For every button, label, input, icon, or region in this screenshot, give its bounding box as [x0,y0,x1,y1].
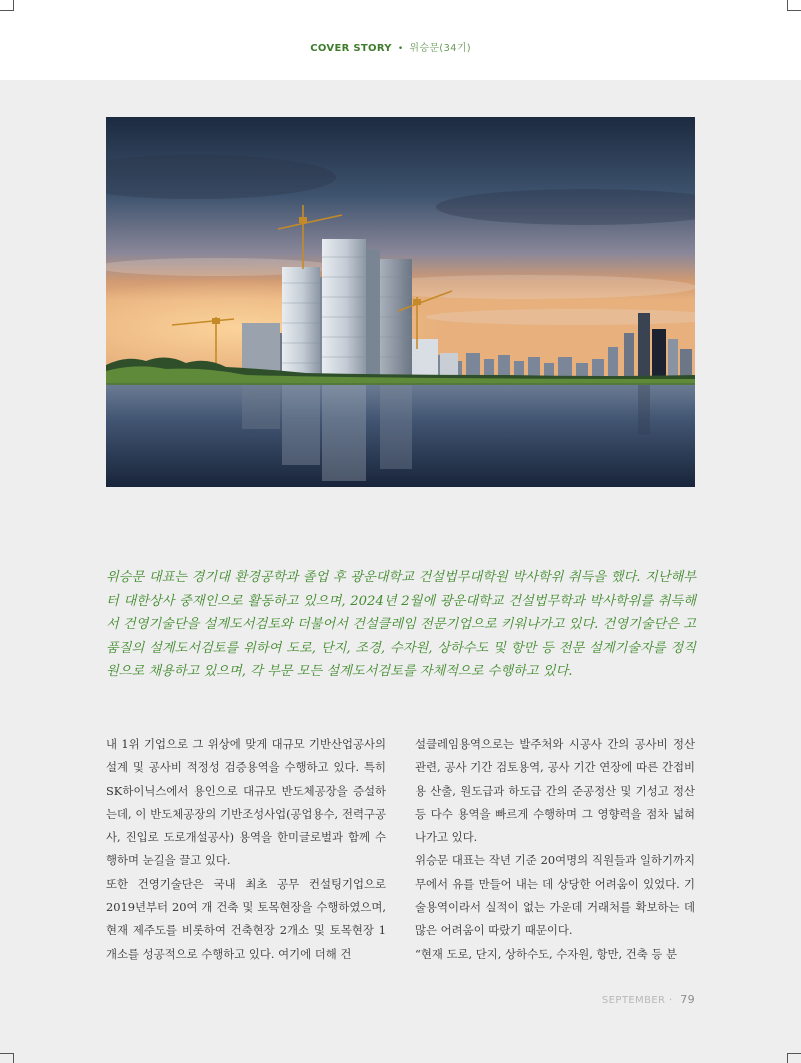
body-paragraph: “현재 도로, 단지, 상하수도, 수자원, 항만, 건축 등 분 [415,946,677,961]
body-column-left [106,733,386,966]
crop-mark [13,0,14,10]
body-paragraph: 설클레임용역으로는 발주처와 시공사 간의 공사비 정산 관련, 공사 기간 검토용역, 공사 기간 연장에 따른 간접비용 산출, 원도급과 하도급 간의 준공정산 및 기성고 정산 등 다수 용역을 빠르게 수행하며 그 영향력을 점차 넓혀나가고 있다. [415,737,695,845]
folio-month: SEPTEMBER [601,995,666,1006]
crop-mark [0,1053,14,1054]
body-paragraph: 위승문 대표는 작년 기준 20여명의 직원들과 일하기까지 무에서 유를 만들어 내는 데 상당한 어려움이 있었다. 기술용역이라서 실적이 없는 가운데 거래처를 확보하는 데 많은 어려움이 따랐기 때문이다. [415,853,695,938]
section-label: COVER STORY [310,43,392,54]
crop-mark [787,1053,801,1054]
lead-paragraph: 위승문 대표는 경기대 환경공학과 졸업 후 광운대학교 건설법무대학원 박사학위 취득을 했다. 지난해부터 대한상사 중재인으로 활동하고 있으며, 2024년 2월에 광운대학교 건설법무학과 박사학위를 취득해서 건영기술단을 설계도서검토와 더불어서 건설클레임 전문기업으로 키워나가고 있다. 건영기술단은 고품질의 설계도서검토를 위하여 도로, 단지, 조경, 수자원, 상하수도 및 항만 등 전문 설계기술자를 정직원으로 채용하고 있으며, 각 부문 모든 설계도서검토를 자체적으로 수행하고 있다. [106,570,696,679]
cover-photo [106,117,695,487]
page-folio [602,993,695,1006]
folio-separator: · [669,995,673,1006]
crop-mark [787,1053,788,1063]
page-header [0,0,801,80]
crop-mark [0,10,14,11]
crop-mark [787,10,801,11]
page-number: 79 [680,993,695,1006]
running-header [310,39,471,54]
crop-mark [787,0,788,10]
person-label: 위승문(34기) [409,43,471,54]
body-paragraph: 또한 건영기술단은 국내 최초 공무 컨설팅기업으로 2019년부터 20여 개 건축 및 토목현장을 수행하였으며, 현재 제주도를 비롯하여 건축현장 2개소 및 토목현장 1개소를 성공적으로 수행하고 있다. 여기에 더해 건 [106,876,386,961]
body-column-right [415,733,695,966]
crop-mark [13,1053,14,1063]
body-paragraph: 내 1위 기업으로 그 위상에 맞게 대규모 기반산업공사의 설계 및 공사비 적정성 검증용역을 수행하고 있다. 특히 SK하이닉스에서 용인으로 대규모 반도체공장을 증설하는데, 이 반도체공장의 기반조성사업(공업용수, 전력구공사, 진입로 도로개설공사) 용역을 한미글로벌과 함께 수행하며 눈길을 끌고 있다. [106,737,386,868]
separator-dot: • [397,44,404,54]
